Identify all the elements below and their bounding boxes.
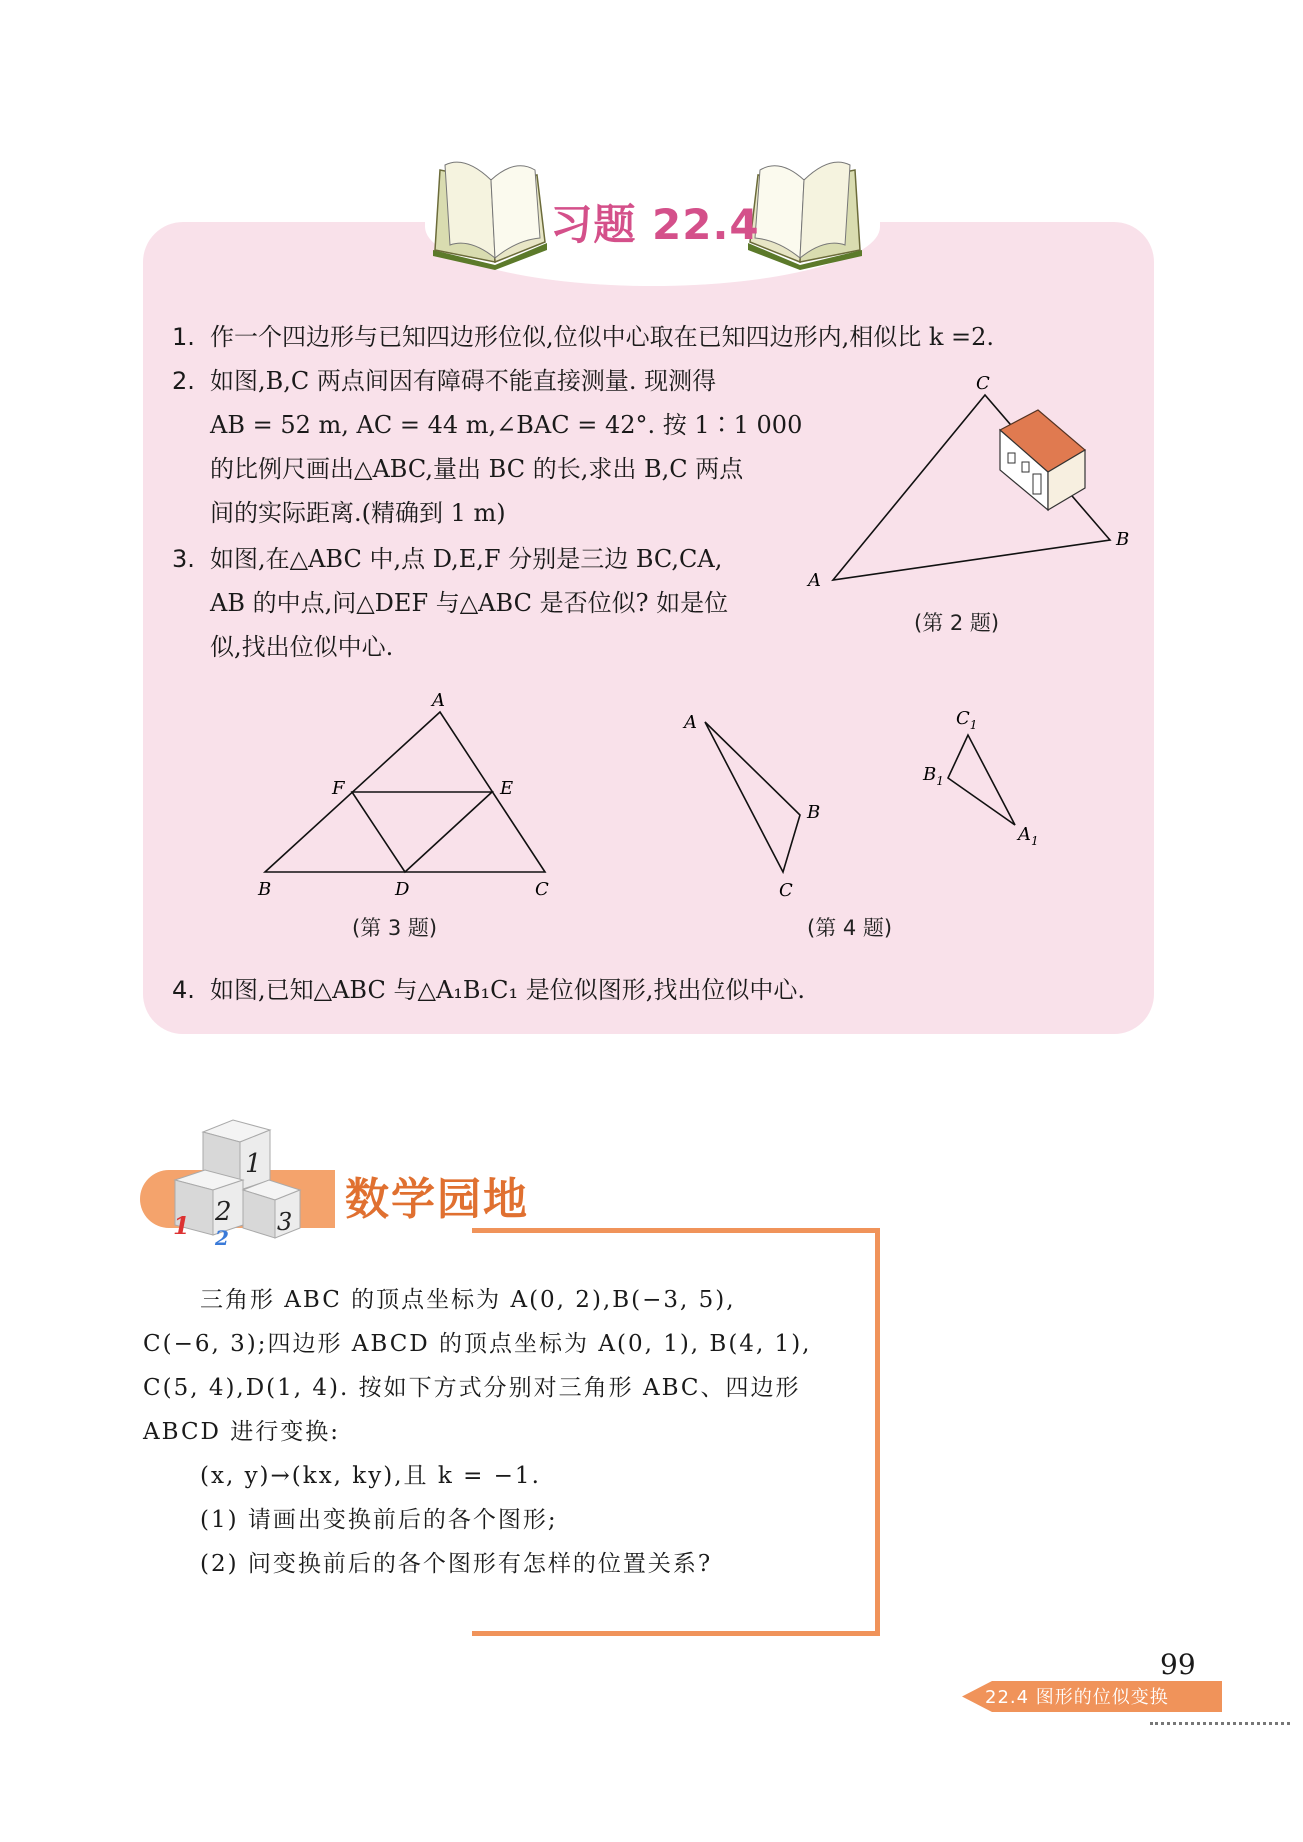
footer-dotted-line [1150, 1722, 1290, 1725]
fig2-label-c: C [976, 373, 990, 394]
q2-line-2: AB = 52 m, AC = 44 m,∠BAC = 42°. 按 1∶1 000 [210, 411, 803, 439]
page-number: 99 [1160, 1648, 1196, 1681]
figure-2-triangle-house [800, 370, 1140, 610]
q1-text: 作一个四边形与已知四边形位似,位似中心取在已知四边形内,相似比 k =2. [210, 323, 995, 351]
svg-text:1: 1 [245, 1149, 262, 1179]
fig2-label-a: A [808, 570, 821, 591]
svg-text:2: 2 [215, 1226, 229, 1245]
fig3-label-c: C [535, 879, 549, 900]
q1-number: 1. [172, 323, 195, 351]
q2-number: 2. [172, 367, 195, 395]
q3-line-3: 似,找出位似中心. [210, 633, 394, 661]
garden-line-6: (1) 请画出变换前后的各个图形; [200, 1507, 558, 1533]
fig3-label-e: E [500, 778, 514, 799]
svg-text:1: 1 [173, 1211, 190, 1240]
garden-line-2: C(−6, 3);四边形 ABCD 的顶点坐标为 A(0, 1), B(4, 1), [143, 1331, 812, 1357]
fig4-label-a: A [684, 712, 697, 733]
svg-text:2: 2 [215, 1197, 232, 1227]
fig3-label-d: D [395, 879, 410, 900]
fig4-label-c: C [779, 880, 793, 900]
fig4-label-a1: $A_1$ [1018, 824, 1039, 848]
garden-line-7: (2) 问变换前后的各个图形有怎样的位置关系? [200, 1551, 713, 1577]
fig3-label-f: F [332, 778, 345, 799]
figure-4-homothetic-triangles [680, 700, 1060, 900]
q3-line-2: AB 的中点,问△DEF 与△ABC 是否位似? 如是位 [210, 589, 729, 617]
q3-number: 3. [172, 545, 195, 573]
triangle-a1b1c1 [948, 735, 1015, 825]
figure-3-midpoint-triangle [250, 690, 570, 900]
garden-line-5: (x, y)→(kx, ky),且 k = −1. [200, 1463, 541, 1489]
triangle-abc [705, 722, 800, 872]
svg-text:3: 3 [277, 1208, 293, 1236]
fig4-label-b1: $B_1$ [923, 764, 944, 788]
fig2-label-b: B [1116, 529, 1130, 550]
fig3-label-a: A [432, 690, 445, 711]
exercise-title: 习题 22.4 [550, 200, 760, 249]
footer-section-title: 22.4 图形的位似变换 [985, 1687, 1169, 1708]
garden-line-4: ABCD 进行变换: [143, 1419, 341, 1445]
triangle-def [352, 792, 492, 872]
open-book-icon-left [425, 150, 555, 270]
q4-text: 如图,已知△ABC 与△A₁B₁C₁ 是位似图形,找出位似中心. [210, 976, 806, 1004]
figure-3-caption: (第 3 题) [352, 916, 438, 940]
fig4-label-c1: $C_1$ [956, 708, 978, 732]
q2-line-3: 的比例尺画出△ABC,量出 BC 的长,求出 B,C 两点 [210, 455, 744, 483]
q2-line-4: 间的实际距离.(精确到 1 m) [210, 499, 506, 527]
figure-4-caption: (第 4 题) [807, 916, 893, 940]
number-blocks-icon [165, 1110, 315, 1245]
q4-number: 4. [172, 976, 195, 1004]
garden-line-1: 三角形 ABC 的顶点坐标为 A(0, 2),B(−3, 5), [200, 1287, 736, 1313]
math-garden-title: 数学园地 [345, 1174, 529, 1225]
garden-line-3: C(5, 4),D(1, 4). 按如下方式分别对三角形 ABC、四边形 [143, 1375, 801, 1401]
figure-2-caption: (第 2 题) [914, 611, 1000, 635]
house-obstacle-icon [1000, 410, 1085, 510]
fig3-label-b: B [258, 879, 272, 900]
q3-line-1: 如图,在△ABC 中,点 D,E,F 分别是三边 BC,CA, [210, 545, 723, 573]
q2-line-1: 如图,B,C 两点间因有障碍不能直接测量. 现测得 [210, 367, 717, 395]
fig4-label-b: B [807, 802, 821, 823]
